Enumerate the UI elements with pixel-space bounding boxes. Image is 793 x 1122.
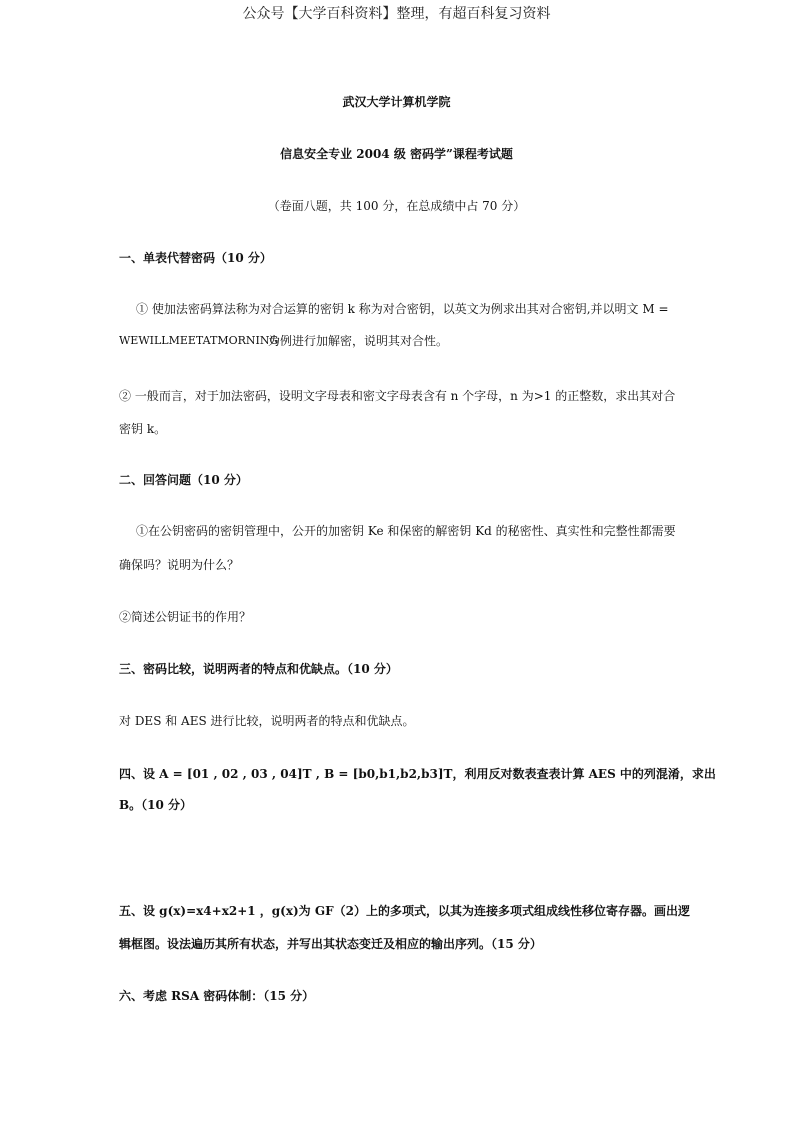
score-info: （卷面八题，共 100 分，在总成绩中占 70 分） xyxy=(267,199,526,213)
section-5-heading: 五、设 g(x)=x4+x2+1 ，g(x)为 GF（2）上的多项式，以其为连接多项式组成线性移位寄存器。画出逻 xyxy=(119,904,690,918)
section-4-heading: 四、设 A = [01 , 02 , 03 , 04]T , B = [b0,b1,b2,b3]T，利用反对数表查表计算 AES 中的列混淆，求出 xyxy=(119,767,716,781)
section-3-para-1: 对 DES 和 AES 进行比较，说明两者的特点和优缺点。 xyxy=(119,714,415,728)
section-4-para-1: B。（10 分） xyxy=(119,798,193,812)
section-1-heading: 一、单表代替密码（10 分） xyxy=(119,251,272,265)
section-3-heading: 三、密码比较，说明两者的特点和优缺点。（10 分） xyxy=(119,662,398,676)
document-title: 武汉大学计算机学院 xyxy=(342,95,451,109)
section-1-para-3: ② 一般而言，对于加法密码，设明文字母表和密文字母表含有 n 个字母，n 为>1 的正整数，求出其对合 xyxy=(119,389,676,403)
section-1-para-4: 密钥 k。 xyxy=(119,422,167,436)
section-2-para-3: ②简述公钥证书的作用？ xyxy=(119,610,252,624)
section-1-para-2: 为例进行加解密，说明其对合性。 xyxy=(268,334,449,348)
section-6-heading: 六、考虑 RSA 密码体制：（15 分） xyxy=(119,989,315,1003)
page-header-watermark: 公众号【大学百科资料】整理，有超百科复习资料 xyxy=(242,6,551,22)
section-1-plaintext: WEWILLMEETATMORNING xyxy=(119,334,279,347)
document-subtitle: 信息安全专业 2004 级 密码学”课程考试题 xyxy=(280,147,513,161)
section-2-heading: 二、回答问题（10 分） xyxy=(119,473,248,487)
section-5-para-1: 辑框图。设法遍历其所有状态，并写出其状态变迁及相应的输出序列。（15 分） xyxy=(119,937,542,951)
section-2-para-2: 确保吗？说明为什么？ xyxy=(119,558,240,572)
section-1-para-1: ① 使加法密码算法称为对合运算的密钥 k 称为对合密钥，以英文为例求出其对合密钥,并以明文 M = xyxy=(136,302,669,316)
section-2-para-1: ①在公钥密码的密钥管理中，公开的加密钥 Ke 和保密的解密钥 Kd 的秘密性、真实性和完整性都需要 xyxy=(136,524,676,538)
